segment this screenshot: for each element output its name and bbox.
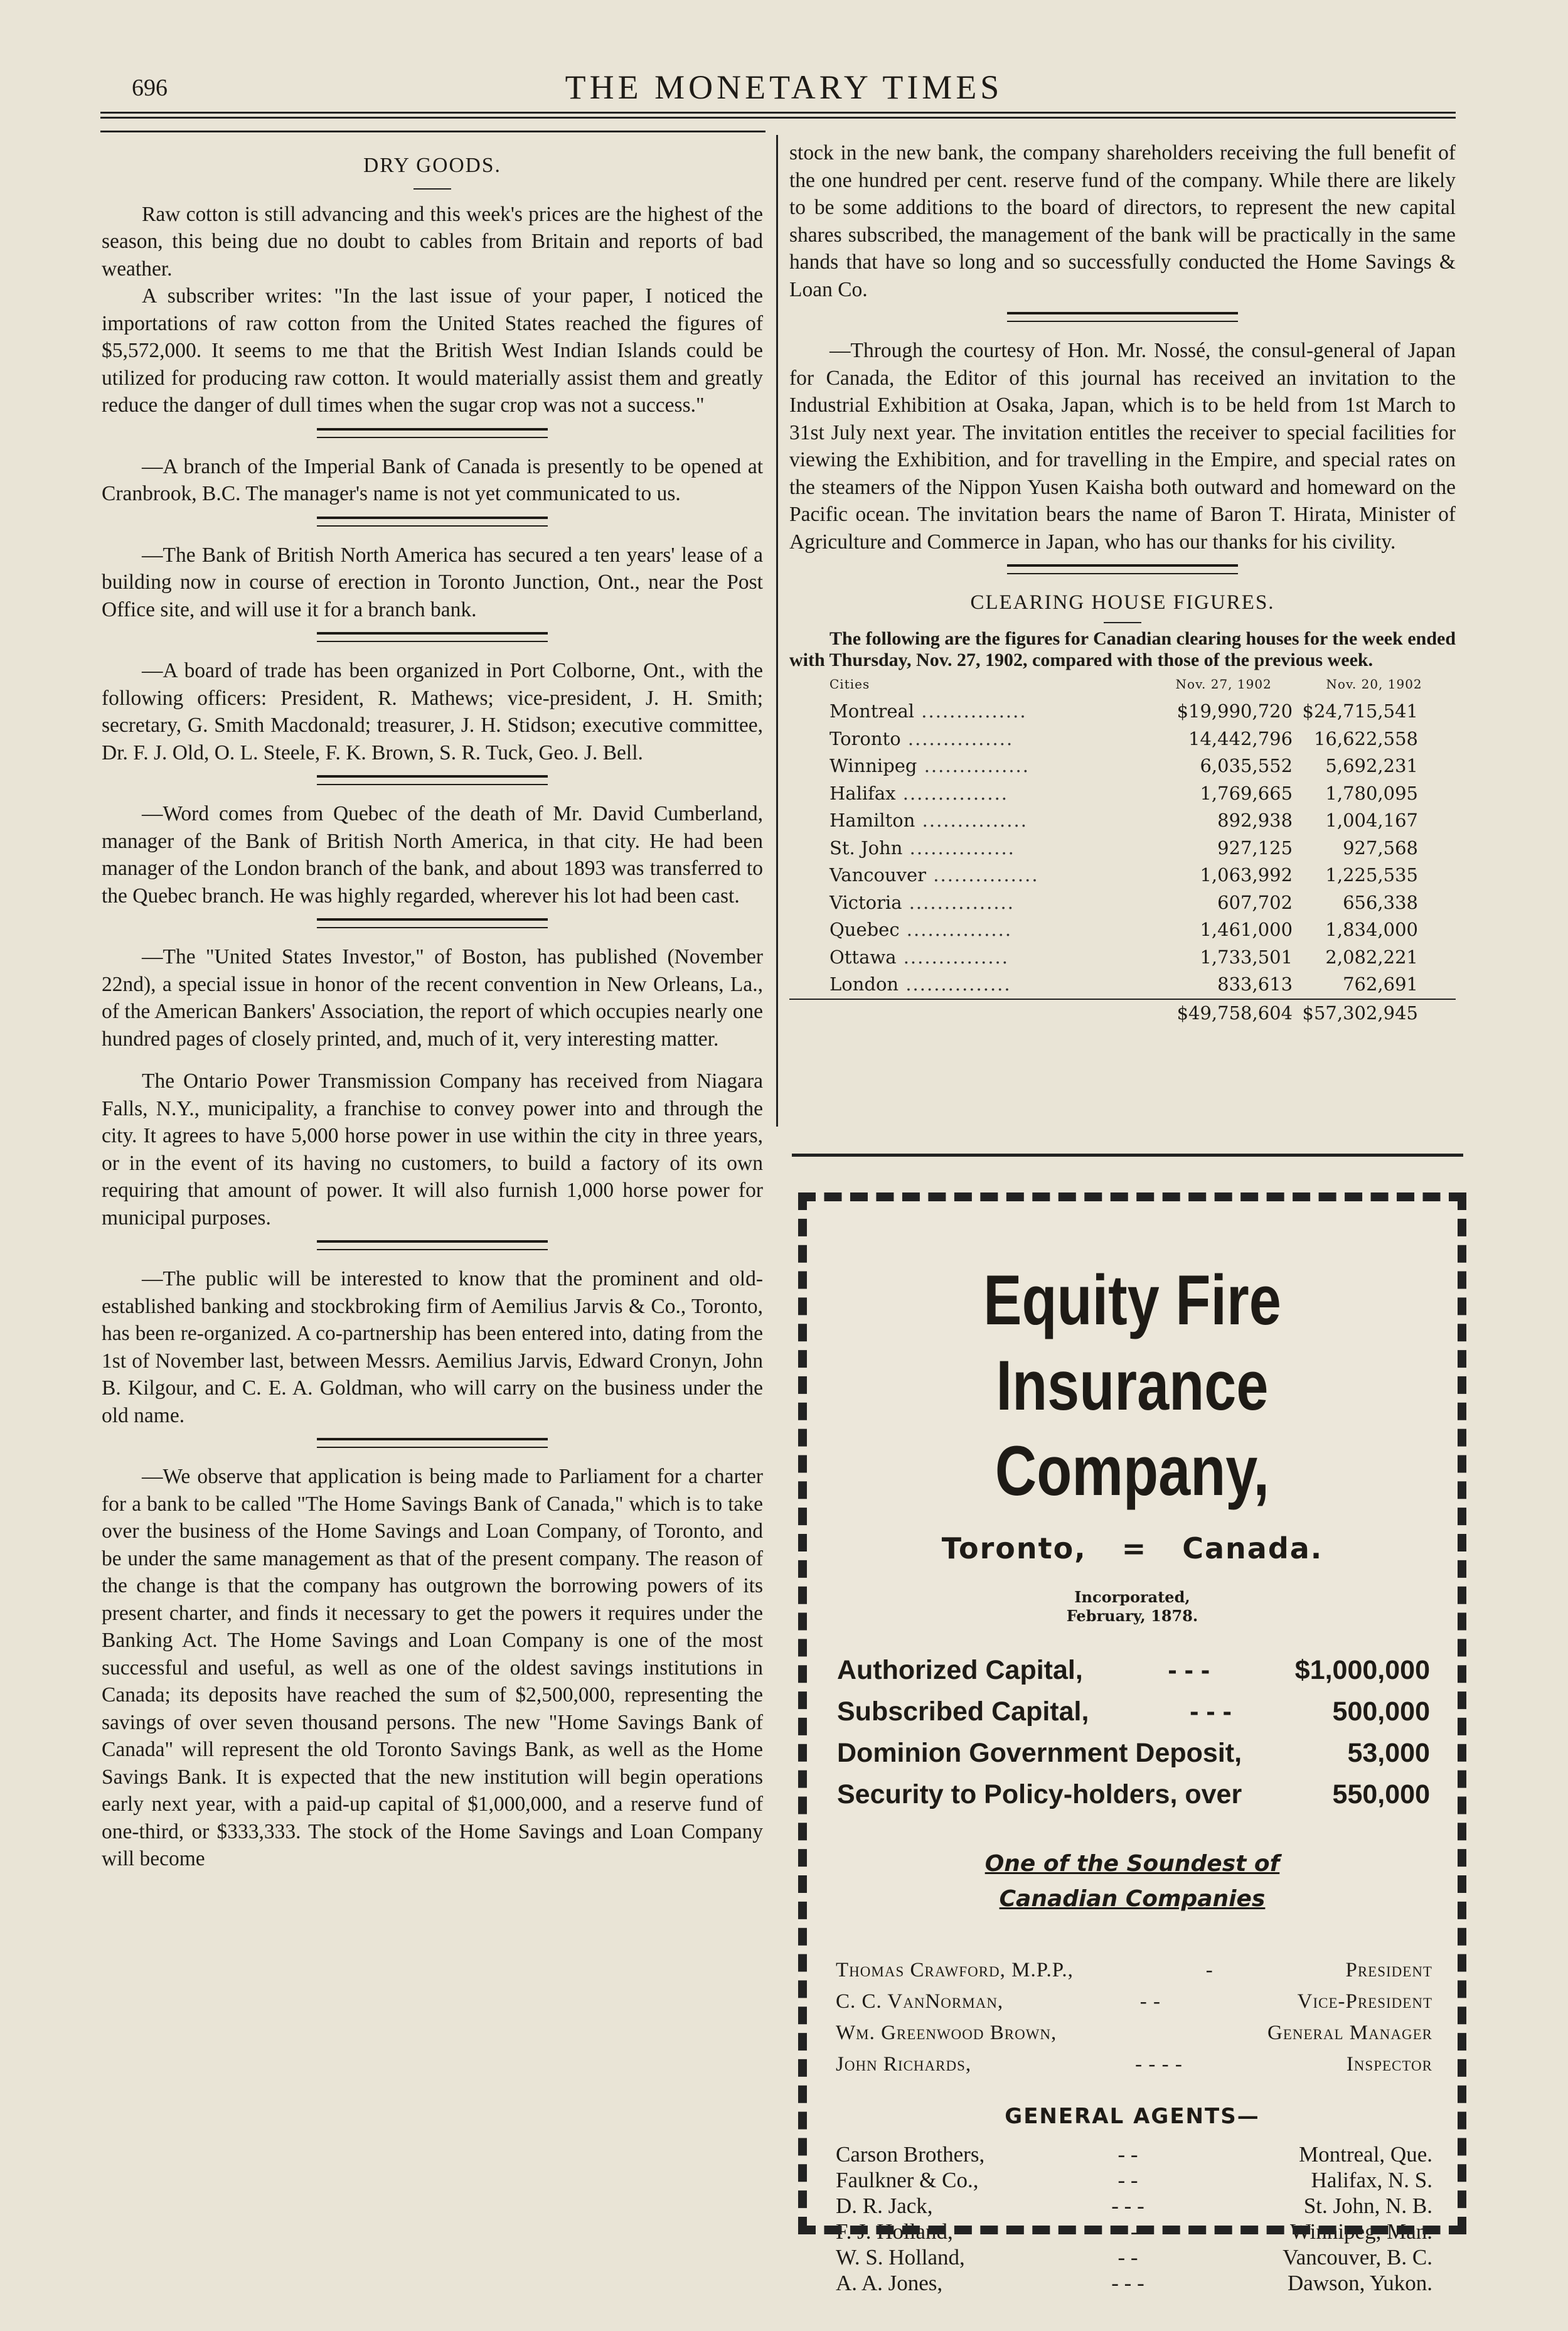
- agent-row: [832, 2270, 1432, 2296]
- agent-dashes: - -: [1117, 2142, 1138, 2167]
- table-row: [789, 807, 1456, 835]
- agent-dashes: - - -: [1111, 2271, 1144, 2295]
- agent-name: W. S. Holland,: [836, 2245, 965, 2269]
- article-paragraph: stock in the new bank, the company shareholders receiving the full benefit of the one hundred per cent. reserve fund of the company. While there are likely to be some additions to the board of directors, to represent the new capital shares subscribed, the management of the bank will be practically in the same hands that have so long and so successfully conducted the Home Savings & Loan Co.: [789, 141, 1456, 301]
- value-nov27: 1,733,501: [1200, 946, 1293, 968]
- agent-place: Winnipeg, Man.: [1289, 2219, 1432, 2244]
- city-name: London ...............: [829, 973, 1011, 995]
- agent-dashes: - -: [1117, 2245, 1138, 2269]
- value-nov27: 833,613: [1217, 973, 1293, 995]
- agent-place: St. John, N. B.: [1303, 2194, 1432, 2218]
- agent-dashes: - -: [1117, 2168, 1138, 2192]
- agent-place: Dawson, Yukon.: [1287, 2271, 1432, 2295]
- divider: [1007, 312, 1238, 322]
- capital-label: Authorized Capital,: [837, 1655, 1083, 1685]
- officer-name: Wm. Greenwood Brown,: [836, 2022, 1057, 2044]
- value-nov27: $19,990,720: [1176, 700, 1293, 722]
- article-paragraph: —The Bank of British North America has secured a ten years' lease of a building now in course of erection in Toronto Junction, Ont., near the Post Office site, and will use it for a branch bank.: [102, 543, 763, 621]
- city-name: Vancouver ...............: [829, 864, 1039, 886]
- officer-name: C. C. VanNorman,: [836, 1990, 1004, 2013]
- value-nov20: 1,225,535: [1325, 864, 1418, 886]
- city-name: Ottawa ...............: [829, 946, 1009, 968]
- value-nov20: 1,004,167: [1325, 810, 1418, 831]
- masthead: THE MONETARY TIMES: [565, 68, 1003, 106]
- slogan-line1: One of the Soundest of: [984, 1851, 1280, 1877]
- table-row: [789, 753, 1456, 780]
- article-paragraph: —The "United States Investor," of Boston, has published (November 22nd), a special issue in honor of the recent convention in New Orleans, La., of the American Bankers' Association, the report of which occupies nearly one hundred pages of closely printed, and, much of it, very interesting matter.: [102, 945, 763, 1051]
- table-row: [789, 726, 1456, 753]
- header-rule-thin: [100, 117, 1456, 119]
- capital-value: 550,000: [1332, 1779, 1430, 1809]
- value-nov27: 892,938: [1217, 810, 1293, 831]
- officer-name: Thomas Crawford, M.P.P.,: [836, 1959, 1074, 1981]
- total-nov27: $49,758,604: [1155, 999, 1293, 1027]
- table-row: [789, 889, 1456, 917]
- divider: [317, 918, 548, 928]
- table-row: [789, 862, 1456, 889]
- agent-place: Vancouver, B. C.: [1283, 2245, 1432, 2269]
- clearing-house-intro: The following are the figures for Canadian clearing houses for the week ended with Thursday, Nov. 27, 1902, compared with those of the previous week.: [789, 628, 1456, 670]
- left-column: [102, 152, 763, 1873]
- clearing-house-table: [789, 671, 1456, 1027]
- general-agents-title: GENERAL AGENTS—: [1005, 2104, 1260, 2129]
- agent-name: D. R. Jack,: [836, 2194, 933, 2218]
- article-paragraph: —We observe that application is being made to Parliament for a charter for a bank to be called "The Home Savings Bank of Canada," which is to take over the business of the Home Savings and Loan Company, of Toronto, and be under the same management as that of the present company. The reason of the change is that the company has outgrown the borrowing powers of its present charter, and finds it necessary to get the powers it requires under the Banking Act. The Home Savings and Loan Company is one of the most successful and useful, as well as one of the oldest savings institutions in Canada; its deposits have reached the sum of $2,500,000, representing the savings of over seven thousand persons. The new "Home Savings Bank of Canada" will represent the old Toronto Savings Bank, as well as the Home Savings Bank. It is expected that the new institution will begin operations early next year, with a paid-up capital of $1,000,000, and a reserve fund of one-third, or $333,333. The stock of the Home Savings and Loan Company will become: [102, 1465, 763, 1870]
- header-rule: [100, 112, 1456, 114]
- article-paragraph: The Ontario Power Transmission Company has received from Niagara Falls, N.Y., municipality, a franchise to convey power into and through the city. It agrees to have 5,000 horse power in use within the city in three years, or in the event of its having no customers, to build a factory of its own requiring that amount of power. It will also furnish 1,000 horse power for municipal purposes.: [102, 1069, 763, 1230]
- city-name: Hamilton ...............: [829, 810, 1028, 831]
- article-paragraph: —The public will be interested to know that the prominent and old-established banking and stockbroking firm of Aemilius Jarvis & Co., Toronto, has been re-organized. A co-partnership has been entered into, dating from the 1st of November last, between Messrs. Aemilius Jarvis, Edward Cronyn, John B. Kilgour, and C. E. A. Goldman, who will carry on the business under the old name.: [102, 1267, 763, 1427]
- officer-title: Vice-President: [1297, 1990, 1432, 2013]
- agent-name: Carson Brothers,: [836, 2142, 985, 2167]
- city-name: Toronto ...............: [829, 727, 1014, 749]
- section-rule: [792, 1154, 1463, 1157]
- table-row: [789, 780, 1456, 808]
- officer-name: John Richards,: [836, 2053, 972, 2076]
- agent-name: F. J. Holland,: [836, 2219, 953, 2244]
- ad-title-line1: Equity Fire Insurance: [983, 1261, 1281, 1425]
- capital-value: 500,000: [1332, 1696, 1430, 1727]
- article-paragraph: —Word comes from Quebec of the death of Mr. David Cumberland, manager of the Bank of British North America, in that city. He had been manager of the London branch of the bank, and about 1893 was transferred to the Quebec branch. He was highly regarded, wherever his lot had been cast.: [102, 802, 763, 908]
- clearing-house-title: CLEARING HOUSE FIGURES.: [970, 591, 1275, 614]
- city-name: Quebec ...............: [829, 919, 1013, 940]
- page-number: 696: [132, 75, 168, 101]
- table-row: [789, 944, 1456, 972]
- value-nov20: 762,691: [1343, 973, 1418, 995]
- column-header-nov20: Nov. 20, 1902: [1326, 676, 1422, 692]
- agent-row: [832, 2244, 1432, 2270]
- table-row: [789, 971, 1456, 999]
- slogan-line2: Canadian Companies: [999, 1886, 1266, 1912]
- value-nov20: 1,834,000: [1325, 919, 1418, 940]
- value-nov27: 1,461,000: [1200, 919, 1293, 940]
- city-name: St. John ...............: [829, 837, 1015, 859]
- officer-dashes: -: [1205, 1959, 1213, 1981]
- article-paragraph: —A branch of the Imperial Bank of Canada is presently to be opened at Cranbrook, B.C. The manager's name is not yet communicated to us.: [102, 454, 763, 505]
- table-row: [789, 916, 1456, 944]
- value-nov20: 656,338: [1343, 891, 1418, 913]
- article-paragraph: —Through the courtesy of Hon. Mr. Nossé, the consul-general of Japan for Canada, the Editor of this journal has received an invitation to the Industrial Exhibition at Osaka, Japan, which is to be held from 1st March to 31st July next year. The invitation entitles the receiver to special facilities for viewing the Exhibition, and for travelling in the Empire, and special rates on the steamers of the Nippon Yusen Kaisha both outward and homeward on the Pacific ocean. The invitation bears the name of Baron T. Hirata, Minister of Agriculture and Commerce in Japan, who has our thanks for his civility.: [789, 339, 1456, 554]
- column-header-cities: Cities: [829, 676, 870, 692]
- divider: [317, 1438, 548, 1448]
- column-divider: [776, 135, 778, 1127]
- agent-dashes: - - -: [1111, 2194, 1144, 2218]
- ad-separator: =: [1121, 1531, 1148, 1565]
- divider: [1007, 564, 1238, 574]
- article-paragraph: Raw cotton is still advancing and this week's prices are the highest of the season, this being due no doubt to cables from Britain and reports of bad weather.: [102, 202, 763, 281]
- value-nov27: 927,125: [1217, 837, 1293, 859]
- officer-dashes: - - - -: [1135, 2053, 1183, 2076]
- incorporated-date: February, 1878.: [1066, 1607, 1198, 1625]
- right-column: [789, 139, 1456, 1027]
- city-name: Winnipeg ...............: [829, 755, 1030, 776]
- value-nov27: 14,442,796: [1188, 727, 1293, 749]
- city-name: Victoria ...............: [829, 891, 1015, 913]
- total-nov20: $57,302,945: [1293, 999, 1456, 1027]
- left-column-rule: [100, 131, 765, 132]
- ad-title-line2: Company,: [995, 1432, 1270, 1510]
- capital-value: 53,000: [1347, 1738, 1430, 1768]
- value-nov20: 16,622,558: [1313, 727, 1418, 749]
- table-row: [789, 835, 1456, 862]
- officer-title: General Manager: [1267, 2022, 1432, 2044]
- divider: [1104, 622, 1141, 623]
- agent-name: A. A. Jones,: [836, 2271, 943, 2295]
- table-row: [789, 698, 1456, 726]
- incorporated-label: Incorporated,: [1074, 1588, 1190, 1606]
- value-nov20: $24,715,541: [1302, 700, 1418, 722]
- divider: [317, 1240, 548, 1250]
- city-name: Halifax ...............: [829, 782, 1009, 804]
- officer-title: Inspector: [1346, 2053, 1432, 2076]
- city-name: Montreal ...............: [829, 700, 1027, 722]
- ad-city: Toronto,: [941, 1531, 1087, 1565]
- divider: [317, 428, 548, 438]
- divider: [317, 517, 548, 527]
- agent-place: Montreal, Que.: [1299, 2142, 1432, 2167]
- capital-value: $1,000,000: [1294, 1655, 1430, 1685]
- article-paragraph: —A board of trade has been organized in Port Colborne, Ont., with the following officers: President, R. Mathews; vice-president, J. H. Smith; secretary, G. Smith Macdonald; treasurer, J. H. Stidson; executive committee, Dr. F. J. Old, O. L. Steele, F. K. Brown, S. R. Tuck, Geo. J. Bell.: [102, 659, 763, 764]
- divider: [413, 188, 451, 190]
- value-nov27: 6,035,552: [1200, 755, 1293, 776]
- section-title: DRY GOODS.: [363, 154, 501, 177]
- column-header-nov27: Nov. 27, 1902: [1175, 676, 1272, 692]
- value-nov27: 1,063,992: [1200, 864, 1293, 886]
- capital-dashes: - - -: [1168, 1655, 1210, 1685]
- capital-label: Subscribed Capital,: [837, 1696, 1089, 1727]
- capital-label: Dominion Government Deposit,: [837, 1738, 1242, 1768]
- capital-label: Security to Policy-holders, over: [837, 1779, 1242, 1809]
- divider: [317, 775, 548, 785]
- capital-dashes: - - -: [1190, 1696, 1232, 1727]
- divider: [317, 632, 548, 642]
- value-nov27: 607,702: [1217, 891, 1293, 913]
- officer-dashes: - -: [1139, 1990, 1161, 2013]
- value-nov20: 927,568: [1343, 837, 1418, 859]
- value-nov20: 2,082,221: [1325, 946, 1418, 968]
- value-nov20: 1,780,095: [1325, 782, 1418, 804]
- value-nov27: 1,769,665: [1200, 782, 1293, 804]
- ad-zigzag-border: [798, 1192, 1466, 2234]
- article-paragraph: A subscriber writes: "In the last issue of your paper, I noticed the importations of raw cotton from the United States reached the figures of $5,572,000. It seems to me that the British West Indian Islands could be utilized for producing raw cotton. It would materially assist them and greatly reduce the danger of dull times when the sugar crop was not a success.": [102, 284, 763, 417]
- agent-place: Halifax, N. S.: [1311, 2168, 1432, 2192]
- value-nov20: 5,692,231: [1325, 755, 1418, 776]
- officer-title: President: [1345, 1959, 1432, 1981]
- agent-name: Faulkner & Co.,: [836, 2168, 979, 2192]
- ad-country: Canada.: [1182, 1531, 1323, 1565]
- agent-dashes: - -: [1117, 2219, 1138, 2244]
